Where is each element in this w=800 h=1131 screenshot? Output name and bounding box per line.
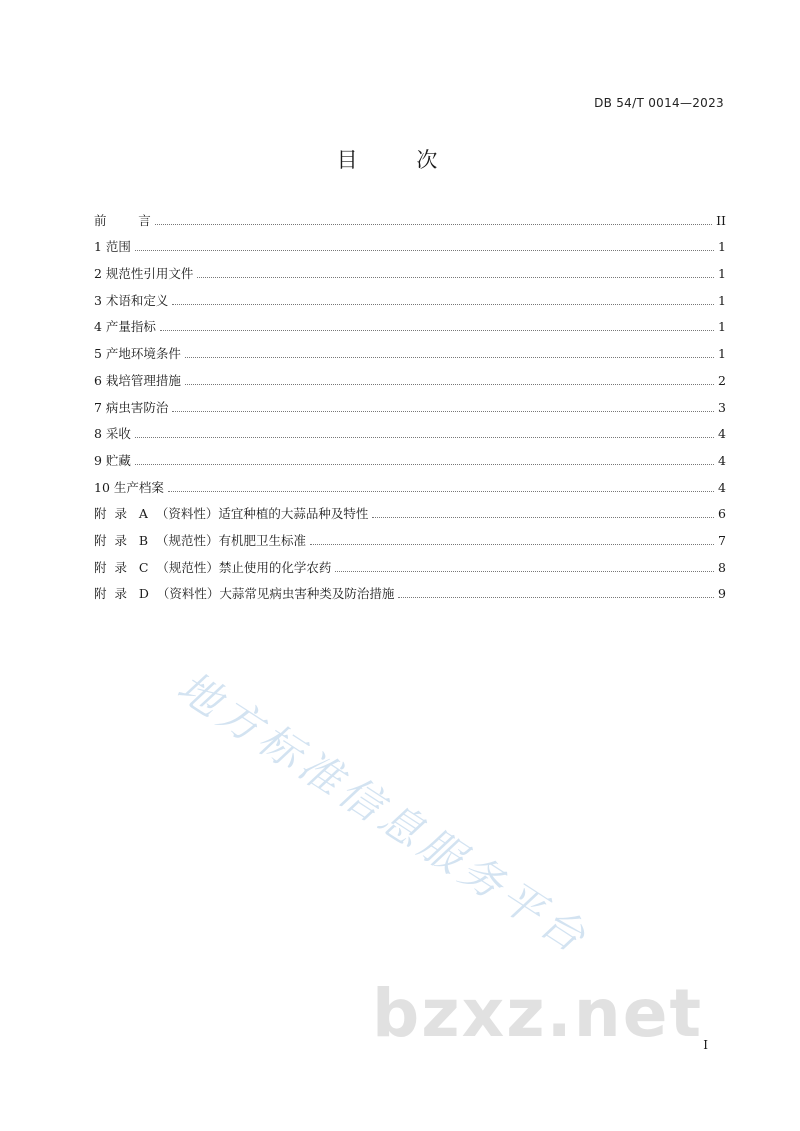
toc-entry-page: 9	[718, 586, 726, 602]
toc-leader-dots	[172, 411, 714, 412]
toc-entry-page: 7	[718, 532, 726, 548]
toc-entry-label: 5 产地环境条件	[94, 346, 181, 362]
toc-entry-page: 6	[718, 506, 726, 522]
toc-entry[interactable]	[94, 255, 726, 282]
toc-leader-dots	[172, 304, 714, 305]
toc-entry[interactable]	[94, 389, 726, 416]
toc-entry-label: 9 贮藏	[94, 452, 131, 468]
toc-leader-dots	[135, 437, 714, 438]
page-number: I	[703, 1038, 708, 1052]
toc-entry-label: 3 术语和定义	[94, 292, 169, 308]
toc-leader-dots	[168, 491, 714, 492]
document-code: DB 54/T 0014—2023	[594, 96, 724, 110]
toc-entry-page: 4	[718, 452, 726, 468]
watermark-text: 地方标准信息服务平台	[168, 661, 599, 965]
toc-entry-label: 4 产量指标	[94, 319, 156, 335]
toc-entry[interactable]	[94, 576, 726, 603]
toc-entry-label: 2 规范性引用文件	[94, 266, 194, 282]
toc-leader-dots	[335, 571, 714, 572]
toc-entry-label: 附 录 C （规范性）禁止使用的化学农药	[94, 559, 332, 575]
toc-entry-page: 4	[718, 479, 726, 495]
toc-entry-label: 6 栽培管理措施	[94, 372, 181, 388]
toc-entry[interactable]	[94, 282, 726, 309]
page-title: 目 次	[336, 148, 464, 173]
toc-entry-label: 前 言	[94, 212, 151, 228]
toc-entry-page: 1	[718, 266, 726, 282]
table-of-contents	[94, 202, 726, 602]
toc-entry-page: 1	[718, 292, 726, 308]
toc-leader-dots	[135, 464, 714, 465]
toc-leader-dots	[135, 250, 714, 251]
toc-entry-page: 3	[718, 399, 726, 415]
toc-entry-label: 附 录 B （规范性）有机肥卫生标准	[94, 532, 307, 548]
toc-entry[interactable]	[94, 202, 726, 229]
toc-entry-page: 1	[718, 319, 726, 335]
toc-leader-dots	[372, 517, 714, 518]
toc-entry-page: 8	[718, 559, 726, 575]
toc-entry-page: II	[716, 212, 726, 228]
toc-leader-dots	[160, 330, 714, 331]
toc-entry-page: 2	[718, 372, 726, 388]
toc-entry-label: 8 采收	[94, 426, 131, 442]
toc-entry-label: 7 病虫害防治	[94, 399, 169, 415]
toc-leader-dots	[185, 357, 714, 358]
toc-leader-dots	[398, 597, 714, 598]
toc-leader-dots	[197, 277, 714, 278]
toc-entry[interactable]	[94, 496, 726, 523]
toc-entry-page: 1	[718, 239, 726, 255]
toc-entry-label: 10 生产档案	[94, 479, 164, 495]
toc-entry-page: 1	[718, 346, 726, 362]
toc-entry[interactable]	[94, 442, 726, 469]
toc-entry-label: 附 录 A （资料性）适宜种植的大蒜品种及特性	[94, 506, 369, 522]
toc-entry[interactable]	[94, 309, 726, 336]
toc-entry-label: 1 范围	[94, 239, 131, 255]
brand-watermark: bzxz.net	[372, 975, 704, 1052]
toc-entry[interactable]	[94, 469, 726, 496]
toc-entry[interactable]	[94, 549, 726, 576]
toc-leader-dots	[155, 224, 712, 225]
toc-entry[interactable]	[94, 416, 726, 443]
toc-entry[interactable]	[94, 229, 726, 256]
toc-entry[interactable]	[94, 362, 726, 389]
toc-entry-page: 4	[718, 426, 726, 442]
toc-entry[interactable]	[94, 522, 726, 549]
toc-leader-dots	[310, 544, 714, 545]
toc-entry[interactable]	[94, 335, 726, 362]
toc-entry-label: 附 录 D （资料性）大蒜常见病虫害种类及防治措施	[94, 586, 395, 602]
toc-leader-dots	[185, 384, 714, 385]
